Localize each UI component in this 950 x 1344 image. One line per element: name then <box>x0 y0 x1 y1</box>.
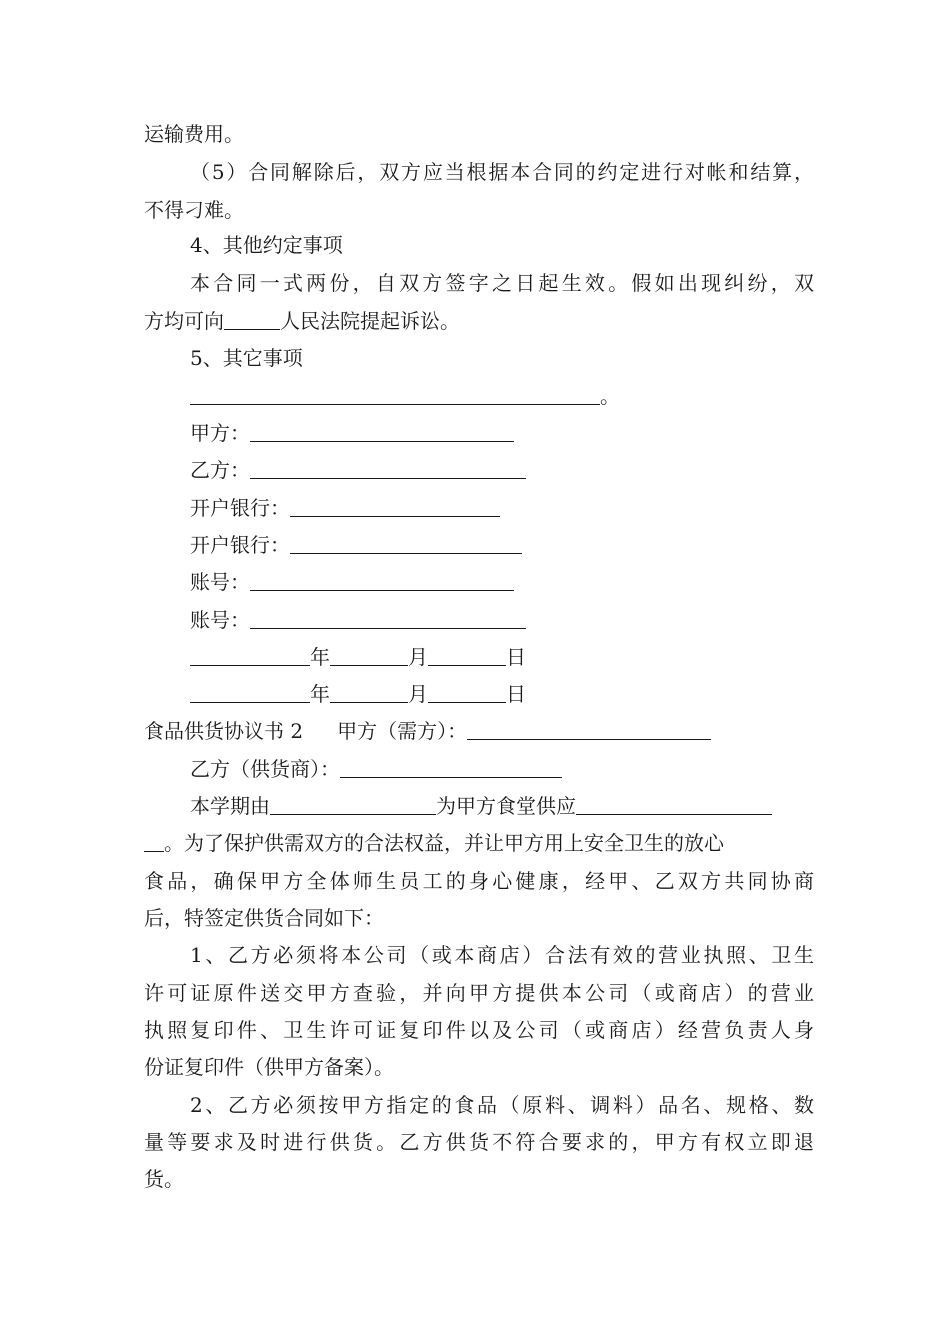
field-label: 乙方（供货商）： <box>190 757 340 781</box>
field-label: 甲方（需方）： <box>337 719 468 743</box>
blank-line <box>190 378 600 405</box>
text-line: 许可证原件送交甲方查验，并向甲方提供本公司（或商店）的营业 <box>144 981 814 1005</box>
blank-line <box>224 303 280 330</box>
section-heading: 5、其它事项 <box>190 346 303 370</box>
text-line: 量等要求及时进行供货。乙方供货不符合要求的，甲方有权立即退 <box>144 1130 814 1154</box>
date-unit: 日 <box>506 645 526 669</box>
title-line <box>144 712 814 750</box>
text-line <box>144 824 814 862</box>
blank-line <box>250 452 526 479</box>
party-a-line <box>190 414 814 452</box>
field-label: 开户银行： <box>190 533 290 557</box>
blank-line <box>290 527 522 554</box>
text-line <box>190 377 814 415</box>
blank-line <box>330 639 408 666</box>
text-line: 食品，确保甲方全体师生员工的身心健康，经甲、乙双方共同协商 <box>144 869 814 893</box>
date-unit: 月 <box>408 645 428 669</box>
text-line: 1、乙方必须将本公司（或本商店）合法有效的营业执照、卫生 <box>190 943 814 967</box>
text-line: 本合同一式两份，自双方签字之日起生效。假如出现纠纷，双 <box>190 271 814 295</box>
date-line <box>190 638 814 676</box>
blank-line <box>428 676 506 703</box>
party-b-line <box>190 451 814 489</box>
blank-line <box>340 751 562 778</box>
document-title: 食品供货协议书 2 <box>144 719 304 743</box>
section-heading: 4、其他约定事项 <box>190 233 343 257</box>
text-segment: 方均可向 <box>144 309 224 333</box>
blank-line <box>190 676 310 703</box>
blank-line <box>428 639 506 666</box>
field-label: 开户银行： <box>190 496 290 520</box>
text-line: 执照复印件、卫生许可证复印件以及公司（或商店）经营负责人身 <box>144 1018 814 1042</box>
blank-line <box>144 825 164 852</box>
blank-line <box>467 713 711 740</box>
bank-line <box>190 489 814 527</box>
blank-line <box>250 415 514 442</box>
text-line: 份证复印件（供甲方备案）。 <box>144 1055 394 1079</box>
text-segment: 。为了保护供需双方的合法权益，并让甲方用上安全卫生的放心 <box>164 831 724 855</box>
date-unit: 日 <box>506 682 526 706</box>
text-line: 后，特签定供货合同如下： <box>144 906 384 930</box>
blank-line <box>576 788 772 815</box>
text-line <box>190 787 814 825</box>
field-label: 账号： <box>190 608 250 632</box>
text-segment: 。 <box>600 384 620 408</box>
date-unit: 年 <box>310 682 330 706</box>
text-line <box>144 302 814 340</box>
text-line: 不得刁难。 <box>144 198 244 222</box>
date-unit: 年 <box>310 645 330 669</box>
field-label: 甲方： <box>190 421 250 445</box>
bank-line <box>190 526 814 564</box>
date-unit: 月 <box>408 682 428 706</box>
account-line <box>190 563 814 601</box>
text-line: （5）合同解除后，双方应当根据本合同的约定进行对帐和结算， <box>190 160 814 184</box>
date-line <box>190 675 814 713</box>
text-line: 2、乙方必须按甲方指定的食品（原料、调料）品名、规格、数 <box>190 1093 814 1117</box>
blank-line <box>270 788 436 815</box>
supplier-line <box>190 750 814 788</box>
blank-line <box>250 602 526 629</box>
blank-line <box>190 639 310 666</box>
field-label: 账号： <box>190 570 250 594</box>
text-line: 运输费用。 <box>144 122 244 146</box>
text-line: 货。 <box>144 1167 184 1191</box>
text-segment: 本学期由 <box>190 794 270 818</box>
text-segment: 为甲方食堂供应 <box>436 794 576 818</box>
account-line <box>190 601 814 639</box>
blank-line <box>330 676 408 703</box>
field-label: 乙方： <box>190 458 250 482</box>
text-segment: 人民法院提起诉讼。 <box>280 309 460 333</box>
blank-line <box>250 564 514 591</box>
blank-line <box>290 490 500 517</box>
